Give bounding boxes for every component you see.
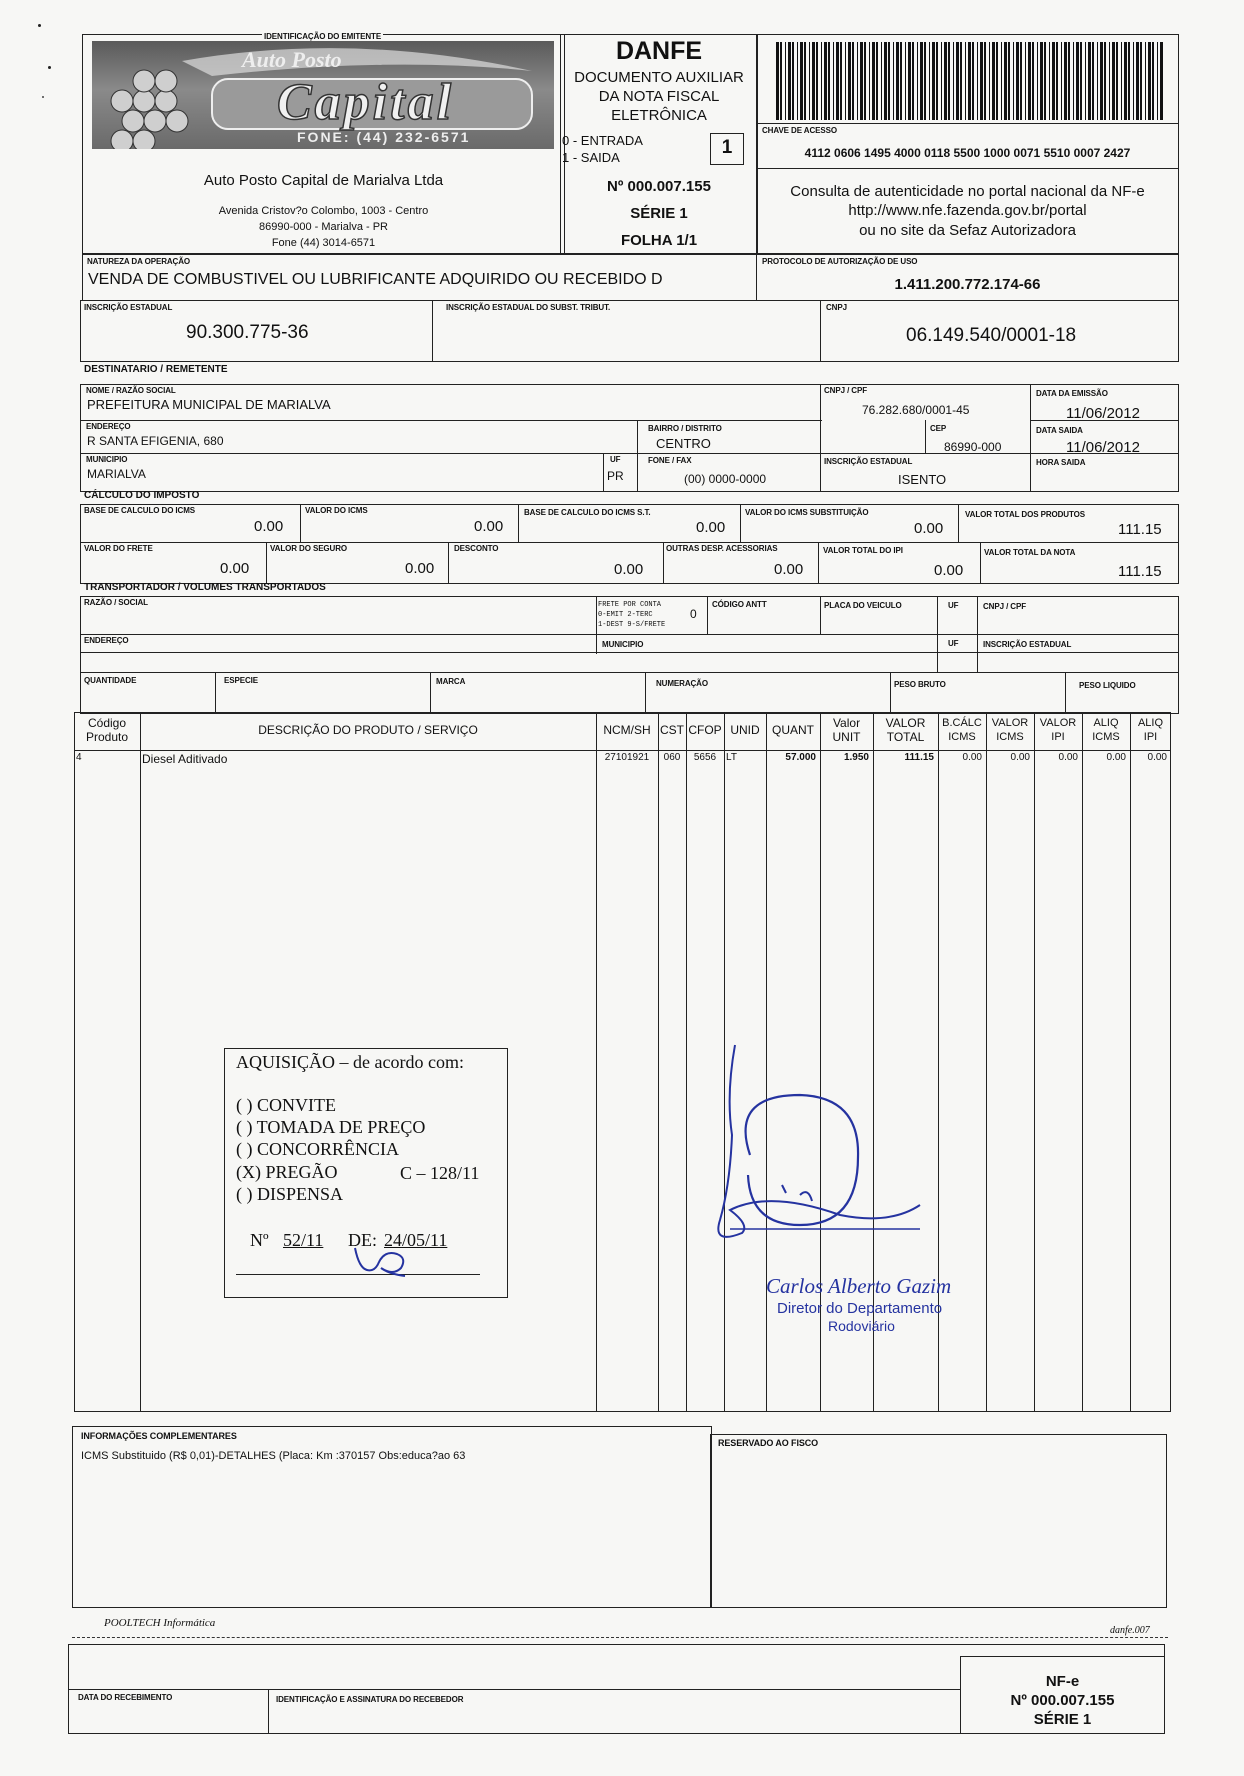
barcode-bar	[1004, 42, 1007, 120]
danfe-entrada: 0 - ENTRADA	[562, 133, 643, 148]
valor-icms-header-line: ICMS	[996, 731, 1024, 743]
barcode-bar	[908, 42, 911, 120]
consulta-line-3: ou no site da Sefaz Autorizadora	[859, 222, 1076, 239]
stamp-data: 24/05/11	[384, 1230, 448, 1250]
barcode-bar	[828, 42, 830, 120]
scan-speck	[38, 24, 41, 27]
transp-razao-label: RAZÃO / SOCIAL	[84, 598, 148, 607]
table-cell: 27101921	[604, 752, 650, 763]
stamp-title: AQUISIÇÃO – de acordo com:	[236, 1052, 464, 1072]
barcode-bar	[824, 42, 827, 120]
danfe-numero: Nº 000.007.155	[607, 178, 711, 195]
barcode-bar	[936, 42, 938, 120]
recibo-data-label: DATA DO RECEBIMENTO	[78, 1693, 173, 1702]
barcode-bar	[1160, 42, 1163, 120]
info-text: ICMS Substituido (R$ 0,01)-DETALHES (Placa: Km :370157 Obs:educa?ao 63	[81, 1450, 466, 1462]
barcode-bar	[1152, 42, 1154, 120]
valor-total-header-line: VALOR	[885, 716, 926, 730]
barcode-bar	[953, 42, 954, 120]
barcode-bar	[1044, 42, 1046, 120]
barcode-bar	[785, 42, 786, 120]
column-divider	[658, 712, 659, 1412]
transportador-section: TRANSPORTADOR / VOLUMES TRANSPORTADOS	[84, 582, 326, 593]
barcode-bar	[809, 42, 810, 120]
table-cell: LT	[726, 752, 737, 763]
barcode-bar	[1136, 42, 1139, 120]
protocolo-value: 1.411.200.772.174-66	[894, 276, 1041, 293]
natureza-label: NATUREZA DA OPERAÇÃO	[87, 257, 191, 266]
barcode-bar	[1104, 42, 1106, 120]
info-label: INFORMAÇÕES COMPLEMENTARES	[81, 1431, 237, 1441]
barcode-bar	[1124, 42, 1127, 120]
signature-scribble	[690, 1035, 950, 1275]
transp-placa-label: PLACA DO VEICULO	[824, 601, 902, 610]
barcode-bar	[948, 42, 950, 120]
barcode-bar	[956, 42, 959, 120]
barcode-bar	[1109, 42, 1110, 120]
danfe-saida: 1 - SAIDA	[562, 150, 620, 165]
barcode-bar	[857, 42, 858, 120]
barcode-bar	[900, 42, 902, 120]
barcode-bar	[893, 42, 894, 120]
dest-cep-label: CEP	[930, 424, 947, 433]
imp-desconto-label: DESCONTO	[454, 544, 499, 553]
recibo-serie: SÉRIE 1	[1033, 1711, 1092, 1728]
logo-text-top: Auto Posto	[242, 47, 342, 72]
barcode-bar	[848, 42, 851, 120]
barcode-bar	[1013, 42, 1014, 120]
scan-speck	[48, 66, 51, 69]
table-cell: 111.15	[904, 752, 934, 763]
valor-total-header-line: TOTAL	[886, 730, 925, 744]
barcode-bar	[1112, 42, 1115, 120]
document-code: danfe.007	[1110, 1625, 1150, 1636]
dest-nome: PREFEITURA MUNICIPAL DE MARIALVA	[87, 397, 331, 412]
imp-icms-subst: 0.00	[914, 520, 944, 537]
barcode-bar	[984, 42, 986, 120]
barcode-bar	[812, 42, 815, 120]
dest-cep: 86990-000	[944, 440, 1002, 454]
danfe-serie: SÉRIE 1	[630, 205, 688, 222]
imp-total-nota: 111.15	[1118, 563, 1162, 580]
dest-municipio-label: MUNICIPIO	[86, 455, 128, 464]
barcode-bar	[1073, 42, 1074, 120]
destinatario-section: DESTINATARIO / REMETENTE	[84, 364, 228, 375]
valor-total-header	[873, 716, 938, 744]
dest-endereco: R SANTA EFIGENIA, 680	[87, 434, 224, 448]
imposto-section: CÁLCULO DO IMPOSTO	[84, 490, 200, 501]
barcode-bar	[797, 42, 798, 120]
imp-outras: 0.00	[774, 561, 804, 578]
transp-municipio-label: MUNICIPIO	[602, 640, 644, 649]
barcode-bar	[929, 42, 930, 120]
cst-header	[658, 723, 686, 737]
barcode-bar	[1064, 42, 1067, 120]
column-divider	[986, 712, 987, 1412]
barcode-bar	[1032, 42, 1034, 120]
barcode-bar	[852, 42, 854, 120]
barcode-bar	[804, 42, 806, 120]
dest-uf-label: UF	[610, 455, 621, 464]
logo-phone: FONE: (44) 232-6571	[297, 129, 471, 145]
barcode-bar	[941, 42, 942, 120]
code-header-line: Produto	[85, 730, 129, 744]
barcode-bar	[1037, 42, 1038, 120]
danfe-subtitle-2: DA NOTA FISCAL	[598, 88, 720, 105]
imp-seguro: 0.00	[405, 560, 435, 577]
valor-unit-header-line: Valor	[832, 716, 861, 730]
barcode-bar	[989, 42, 990, 120]
aliq-ipi-header-line: ALIQ	[1137, 717, 1164, 729]
dest-fone: (00) 0000-0000	[684, 472, 767, 486]
cst-header-line: CST	[660, 723, 684, 737]
valor-unit-header	[820, 716, 873, 744]
column-divider	[596, 712, 597, 1412]
consulta-line-1: Consulta de autenticidade no portal nacional da NF-e	[790, 183, 1145, 200]
barcode-bar	[912, 42, 914, 120]
signature-title-2: Rodoviário	[828, 1318, 895, 1334]
barcode	[776, 42, 1166, 120]
emitente-address: Avenida Cristov?o Colombo, 1003 - Centro	[218, 205, 429, 217]
barcode-bar	[1100, 42, 1103, 120]
barcode-bar	[1049, 42, 1050, 120]
valor-unit-header-line: UNIT	[832, 730, 861, 744]
barcode-bar	[1128, 42, 1130, 120]
barcode-bar	[872, 42, 875, 120]
initials-mark	[345, 1240, 415, 1280]
column-divider	[1082, 712, 1083, 1412]
dest-uf: PR	[607, 469, 624, 483]
transp-cnpj-label: CNPJ / CPF	[983, 602, 1027, 611]
barcode-bar	[800, 42, 803, 120]
imp-total-produtos: 111.15	[1118, 521, 1162, 538]
table-cell: 1.950	[843, 752, 869, 763]
column-divider	[1130, 712, 1131, 1412]
unid-header	[724, 723, 766, 737]
column-divider	[686, 712, 687, 1412]
emitente-section-label: IDENTIFICAÇÃO DO EMITENTE	[264, 32, 382, 41]
fisco-box	[710, 1434, 1167, 1608]
stamp-option-tomada: ( ) TOMADA DE PREÇO	[236, 1117, 426, 1137]
cnpj-label: CNPJ	[826, 303, 847, 312]
transp-frete-label-1: FRETE POR CONTA	[598, 601, 662, 609]
barcode-bar	[1076, 42, 1079, 120]
barcode-bar	[780, 42, 782, 120]
software-credit: POOLTECH Informática	[104, 1617, 216, 1629]
barcode-bar	[833, 42, 834, 120]
transp-numeracao-label: NUMERAÇÃO	[656, 679, 708, 688]
dest-emissao: 11/06/2012	[1066, 405, 1140, 422]
imp-ipi-label: VALOR TOTAL DO IPI	[823, 546, 903, 555]
stamp-option-concorrencia: ( ) CONCORRÊNCIA	[236, 1139, 400, 1159]
imp-desconto: 0.00	[614, 561, 644, 578]
barcode-bar	[876, 42, 878, 120]
column-divider	[140, 712, 141, 1412]
barcode-bar	[944, 42, 947, 120]
dest-endereco-label: ENDEREÇO	[86, 422, 131, 431]
bc-icms-header-line: B.CÁLC	[942, 717, 982, 729]
barcode-bar	[992, 42, 995, 120]
company-logo	[92, 41, 554, 149]
transp-frete-label-2: 0-EMIT 2-TERC	[598, 611, 653, 619]
dest-bairro: CENTRO	[656, 436, 711, 451]
ie-st-label: INSCRIÇÃO ESTADUAL DO SUBST. TRIBUT.	[446, 303, 611, 312]
barcode-bar	[977, 42, 978, 120]
consulta-line-2: http://www.nfe.fazenda.gov.br/portal	[848, 202, 1087, 219]
barcode-bar	[881, 42, 882, 120]
barcode-bar	[1085, 42, 1086, 120]
barcode-bar	[788, 42, 791, 120]
bc-icms-header-line: ICMS	[948, 731, 976, 743]
barcode-bar	[1080, 42, 1082, 120]
barcode-bar	[924, 42, 926, 120]
imp-frete: 0.00	[220, 560, 250, 577]
transp-peso-liquido-label: PESO LIQUIDO	[1079, 681, 1136, 690]
transp-quantidade-label: QUANTIDADE	[84, 676, 137, 685]
fisco-label: RESERVADO AO FISCO	[718, 1438, 819, 1448]
barcode-bar	[1088, 42, 1091, 120]
barcode-bar	[869, 42, 870, 120]
transp-ie-label: INSCRIÇÃO ESTADUAL	[983, 640, 1072, 649]
valor-ipi-header-line: IPI	[1051, 731, 1065, 743]
dest-ie-label: INSCRIÇÃO ESTADUAL	[824, 457, 913, 466]
aliq-ipi-header	[1130, 716, 1171, 744]
imp-frete-label: VALOR DO FRETE	[84, 544, 153, 553]
barcode-bar	[1092, 42, 1094, 120]
barcode-bar	[840, 42, 842, 120]
imp-base-icms-label: BASE DE CALCULO DO ICMS	[84, 506, 196, 515]
barcode-bar	[968, 42, 971, 120]
table-cell: 0.00	[1147, 752, 1167, 763]
barcode-bar	[932, 42, 935, 120]
dest-cnpj: 76.282.680/0001-45	[862, 403, 970, 417]
barcode-bar	[1040, 42, 1043, 120]
stamp-data-label: DE:	[348, 1230, 377, 1250]
emitente-name: Auto Posto Capital de Marialva Ltda	[203, 172, 444, 189]
imp-ipi: 0.00	[934, 562, 964, 579]
transp-antt-label: CÓDIGO ANTT	[712, 600, 767, 609]
dest-saida-label: DATA SAIDA	[1036, 426, 1083, 435]
chave-label: CHAVE DE ACESSO	[762, 126, 837, 135]
barcode-bar	[1052, 42, 1055, 120]
danfe-folha: FOLHA 1/1	[620, 232, 698, 249]
barcode-bar	[776, 42, 779, 120]
barcode-bar	[905, 42, 906, 120]
transp-especie-label: ESPECIE	[224, 676, 258, 685]
dest-ie: ISENTO	[898, 472, 947, 487]
signature-name: Carlos Alberto Gazim	[766, 1274, 952, 1298]
unid-header-line: UNID	[730, 723, 760, 737]
barcode-bar	[1068, 42, 1070, 120]
emitente-city: 86990-000 - Marialva - PR	[258, 221, 388, 233]
imp-valor-icms-label: VALOR DO ICMS	[305, 506, 368, 515]
stamp-pregao-ref: C – 128/11	[400, 1163, 480, 1183]
imp-total-produtos-label: VALOR TOTAL DOS PRODUTOS	[965, 510, 1085, 519]
barcode-bar	[864, 42, 866, 120]
barcode-bar	[836, 42, 839, 120]
recibo-assinatura-label: IDENTIFICAÇÃO E ASSINATURA DO RECEBEDOR	[276, 1695, 464, 1704]
barcode-bar	[965, 42, 966, 120]
dest-bairro-label: BAIRRO / DISTRITO	[648, 424, 722, 433]
table-cell: 0.00	[1058, 752, 1078, 763]
stamp-numero-label: Nº	[250, 1230, 269, 1250]
barcode-bar	[1148, 42, 1151, 120]
barcode-bar	[1097, 42, 1098, 120]
ncm-header	[596, 723, 658, 737]
stamp-option-pregao: (X) PREGÃO	[236, 1162, 338, 1182]
logo-text-main: Capital	[277, 74, 455, 131]
barcode-bar	[888, 42, 890, 120]
table-cell: Diesel Aditivado	[142, 752, 228, 766]
barcode-bar	[960, 42, 962, 120]
dest-emissao-label: DATA DA EMISSÃO	[1036, 389, 1108, 398]
barcode-bar	[996, 42, 998, 120]
barcode-bar	[884, 42, 887, 120]
barcode-bar	[980, 42, 983, 120]
barcode-bar	[1121, 42, 1122, 120]
table-cell: 0.00	[1010, 752, 1030, 763]
chave-value: 4112 0606 1495 4000 0118 5500 1000 0071 5510 0007 2427	[804, 146, 1131, 160]
dest-saida: 11/06/2012	[1066, 439, 1140, 456]
imp-seguro-label: VALOR DO SEGURO	[270, 544, 348, 553]
emitente-phone: Fone (44) 3014-6571	[271, 237, 376, 249]
table-cell: 0.00	[962, 752, 982, 763]
barcode-bar	[792, 42, 794, 120]
column-divider	[1034, 712, 1035, 1412]
code-header-line: Código	[87, 716, 127, 730]
quant-header	[766, 723, 820, 737]
recibo-nfe: NF-e	[1045, 1673, 1080, 1690]
ncm-header-line: NCM/SH	[603, 723, 651, 737]
barcode-bar	[1020, 42, 1022, 120]
dest-fone-label: FONE / FAX	[648, 456, 692, 465]
barcode-bar	[845, 42, 846, 120]
barcode-bar	[1157, 42, 1158, 120]
cnpj-value: 06.149.540/0001-18	[906, 325, 1077, 346]
table-cell: 57.000	[785, 752, 816, 763]
transp-uf2-label: UF	[948, 639, 959, 648]
aliq-ipi-header-line: IPI	[1143, 731, 1158, 743]
transp-frete-value: 0	[690, 607, 697, 621]
barcode-bar	[1056, 42, 1058, 120]
imp-base-st-label: BASE DE CALCULO DO ICMS S.T.	[524, 508, 651, 517]
danfe-subtitle-1: DOCUMENTO AUXILIAR	[574, 69, 744, 86]
valor-ipi-header	[1034, 716, 1082, 744]
barcode-bar	[1016, 42, 1019, 120]
barcode-bar	[972, 42, 974, 120]
dest-cnpj-label: CNPJ / CPF	[824, 386, 868, 395]
barcode-bar	[821, 42, 822, 120]
stamp-option-convite: ( ) CONVITE	[236, 1095, 336, 1115]
barcode-bar	[816, 42, 818, 120]
stamp-option-dispensa: ( ) DISPENSA	[236, 1184, 344, 1204]
danfe-title: DANFE	[615, 37, 703, 65]
signature-title-1: Diretor do Departamento	[777, 1300, 943, 1317]
barcode-bar	[860, 42, 863, 120]
barcode-bar	[1025, 42, 1026, 120]
table-cell: 060	[663, 752, 681, 763]
quant-header-line: QUANT	[772, 723, 814, 737]
barcode-bar	[1116, 42, 1118, 120]
danfe-subtitle-3: ELETRÔNICA	[611, 107, 707, 124]
danfe-tipo: 1	[721, 137, 733, 158]
dest-nome-label: NOME / RAZÃO SOCIAL	[86, 386, 176, 395]
barcode-bar	[1061, 42, 1062, 120]
description-header-line: DESCRIÇÃO DO PRODUTO / SERVIÇO	[258, 723, 478, 737]
valor-icms-header	[986, 716, 1034, 744]
natureza-value: VENDA DE COMBUSTIVEL OU LUBRIFICANTE ADQUIRIDO OU RECEBIDO D	[88, 271, 663, 288]
barcode-bar	[1028, 42, 1031, 120]
valor-icms-header-line: VALOR	[991, 717, 1029, 729]
barcode-bar	[896, 42, 899, 120]
imp-base-st: 0.00	[696, 519, 726, 536]
dest-municipio: MARIALVA	[87, 467, 146, 481]
imp-base-icms: 0.00	[254, 518, 284, 535]
aliq-icms-header-line: ALIQ	[1093, 717, 1119, 729]
imp-outras-label: OUTRAS DESP. ACESSORIAS	[666, 544, 778, 553]
scan-speck	[42, 96, 44, 98]
stamp-numero: 52/11	[283, 1230, 324, 1250]
table-cell: 0.00	[1106, 752, 1126, 763]
code-header	[74, 716, 140, 744]
barcode-bar	[1140, 42, 1142, 120]
description-header	[140, 723, 596, 737]
barcode-bar	[1145, 42, 1146, 120]
barcode-bar	[1008, 42, 1010, 120]
aliq-icms-header-line: ICMS	[1092, 731, 1120, 743]
imp-valor-icms: 0.00	[474, 518, 504, 535]
transp-uf-label: UF	[948, 601, 959, 610]
protocolo-label: PROTOCOLO DE AUTORIZAÇÃO DE USO	[762, 257, 918, 266]
imp-icms-subst-label: VALOR DO ICMS SUBSTITUIÇÃO	[745, 508, 869, 517]
imp-total-nota-label: VALOR TOTAL DA NOTA	[984, 548, 1076, 557]
ie-value: 90.300.775-36	[186, 322, 309, 343]
bc-icms-header	[938, 716, 986, 744]
transp-marca-label: MARCA	[436, 677, 466, 686]
barcode-bar	[917, 42, 918, 120]
cfop-header-line: CFOP	[688, 723, 722, 737]
barcode-bar	[1001, 42, 1002, 120]
aliq-icms-header	[1082, 716, 1130, 744]
transp-frete-label-3: 1-DEST 9-S/FRETE	[598, 621, 666, 629]
barcode-bar	[920, 42, 923, 120]
barcode-bar	[1133, 42, 1134, 120]
ie-label: INSCRIÇÃO ESTADUAL	[84, 303, 173, 312]
valor-ipi-header-line: VALOR	[1039, 717, 1077, 729]
dest-hora-label: HORA SAIDA	[1036, 458, 1086, 467]
recibo-numero: Nº 000.007.155	[1010, 1692, 1115, 1709]
transp-peso-bruto-label: PESO BRUTO	[894, 680, 946, 689]
transp-endereco-label: ENDEREÇO	[84, 636, 129, 645]
cfop-header	[686, 723, 724, 737]
table-cell: 4	[76, 752, 82, 763]
table-cell: 5656	[693, 752, 717, 763]
